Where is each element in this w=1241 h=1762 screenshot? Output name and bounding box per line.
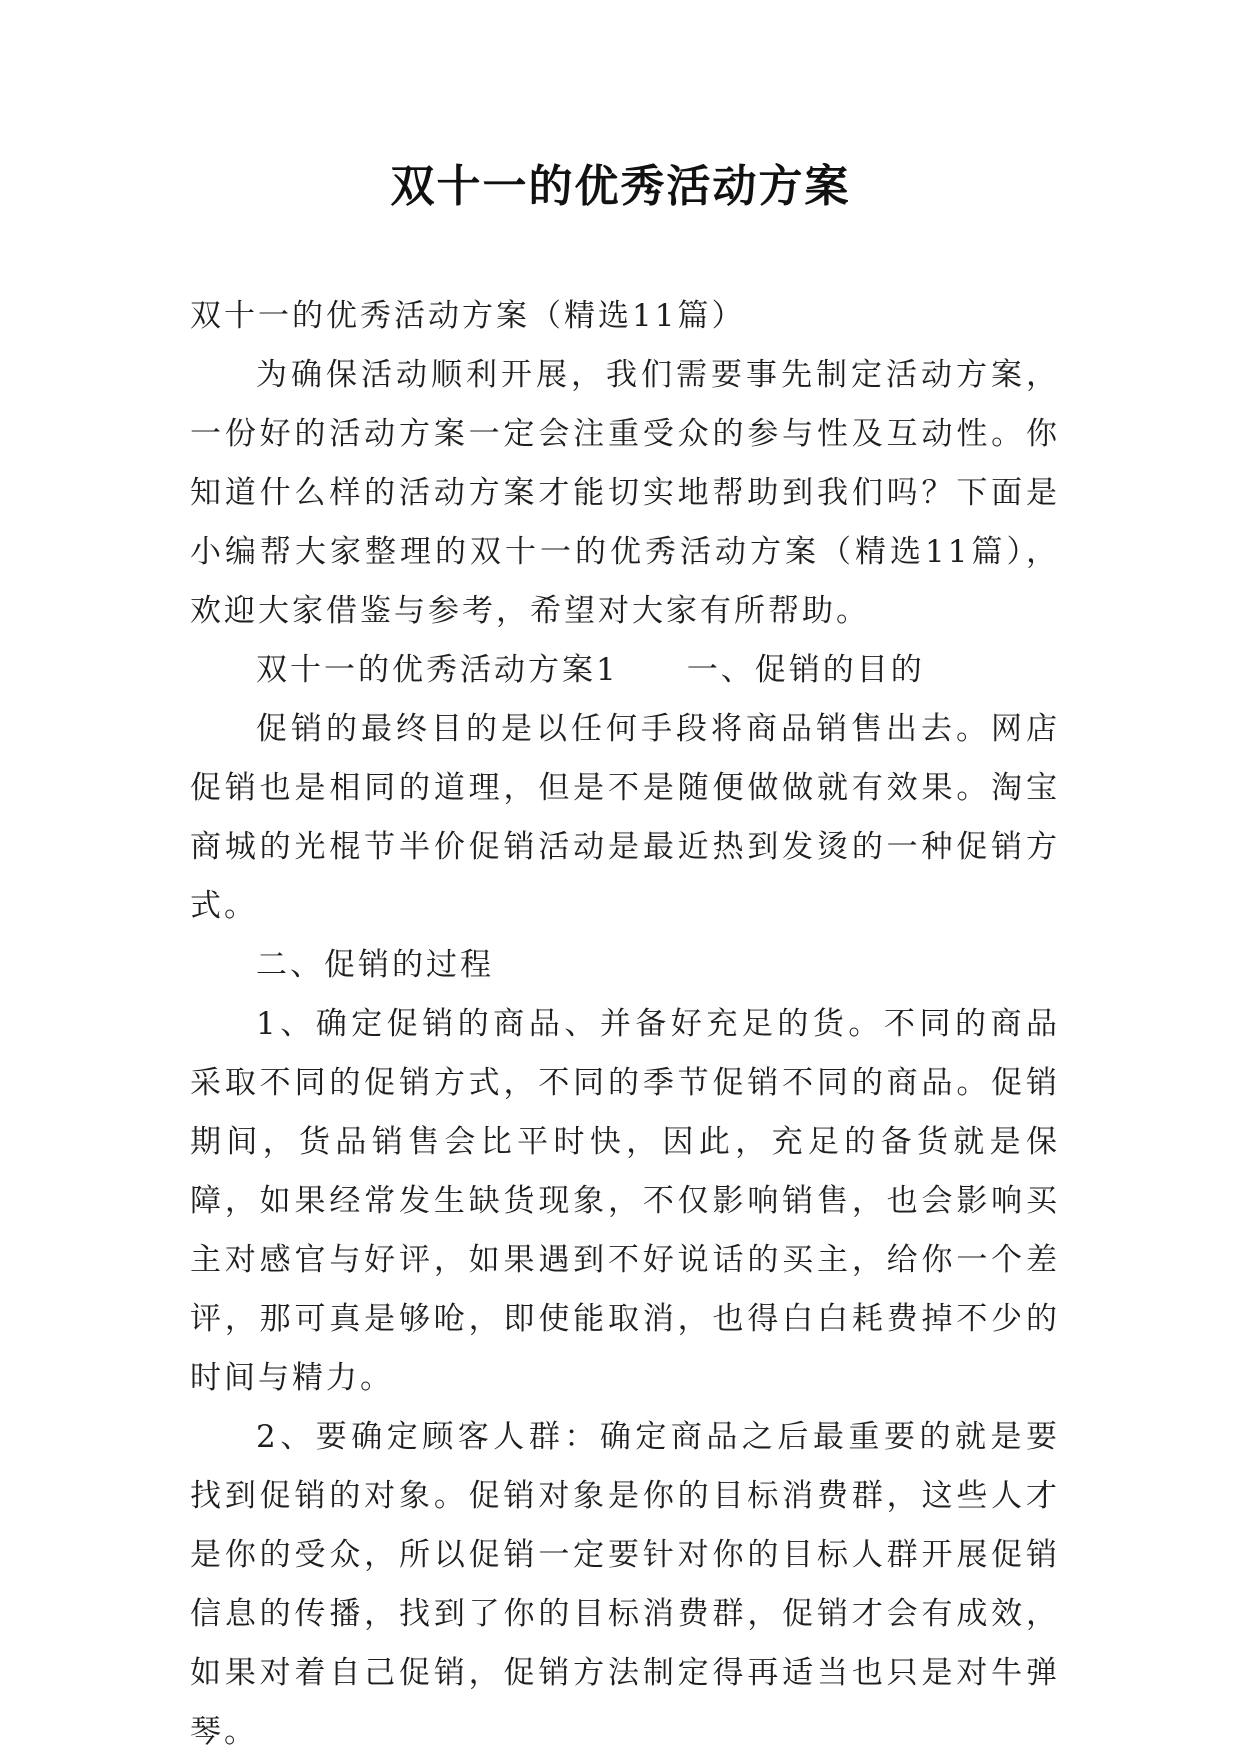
process-heading: 二、促销的过程 <box>256 947 494 983</box>
section-1-heading: 双十一的优秀活动方案1 <box>256 652 619 688</box>
purpose-paragraph: 促销的最终目的是以任何手段将商品销售出去。网店促销也是相同的道理，但是不是随便做做就有效果。淘宝商城的光棍节半价促销活动是最近热到发烫的一种促销方式。 <box>190 711 1060 924</box>
page-title: 双十一的优秀活动方案 <box>390 161 851 212</box>
section-1-subheading: 一、促销的目的 <box>686 652 925 688</box>
process-item-1-paragraph: 1、确定促销的商品、并备好充足的货。不同的商品采取不同的促销方式，不同的季节促销不同的商品。促销期间，货品销售会比平时快，因此，充足的备货就是保障，如果经常发生缺货现象，不仅影响销售，也会影响买主对感官与好评，如果遇到不好说话的买主，给你一个差评，那可真是够呛，即使能取消，也得白白耗费掉不少的时间与精力。 <box>190 1006 1060 1396</box>
intro-paragraph: 为确保活动顺利开展，我们需要事先制定活动方案，一份好的活动方案一定会注重受众的参与性及互动性。你知道什么样的活动方案才能切实地帮助到我们吗？下面是小编帮大家整理的双十一的优秀活动方案（精选11篇），欢迎大家借鉴与参考，希望对大家有所帮助。 <box>190 357 1060 629</box>
document-body <box>190 287 1060 1762</box>
section-heading-line <box>190 641 1060 700</box>
process-item-2-paragraph: 2、要确定顾客人群：确定商品之后最重要的就是要找到促销的对象。促销对象是你的目标消费群，这些人才是你的受众，所以促销一定要针对你的目标人群开展促销信息的传播，找到了你的目标消费群，促销才会有成效，如果对着自己促销，促销方法制定得再适当也只是对牛弹琴。 <box>190 1419 1060 1750</box>
document-subtitle: 双十一的优秀活动方案（精选11篇） <box>190 298 746 334</box>
